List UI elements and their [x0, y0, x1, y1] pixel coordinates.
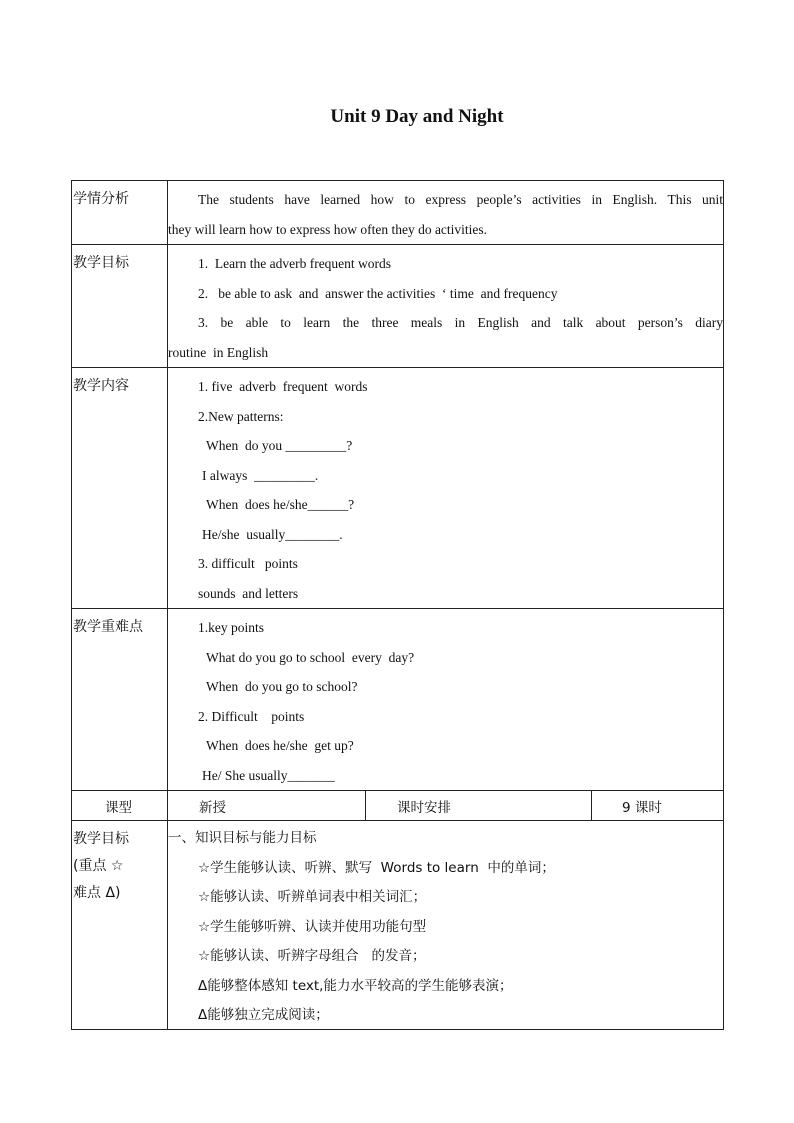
row-content	[72, 368, 724, 609]
keypoints-line-4: 2. Difficult points	[198, 708, 305, 724]
lesson-type-value: 新授	[168, 791, 366, 821]
content-line-4: I always _________.	[202, 467, 319, 483]
objectives-line-2: ☆学生能够认读、听辨、默写 Words to learn 中的单词；	[198, 859, 555, 876]
objectives-line-3: ☆能够认读、听辨单词表中相关词汇；	[198, 889, 427, 905]
goals-line-3: 3. be able to learn the three meals in English and talk about person’s diary	[198, 315, 724, 330]
analysis-line-2: they will learn how to express how often they do activities.	[168, 221, 488, 237]
objectives-label-3: 难点 Δ)	[73, 885, 121, 901]
goals-line-1: 1. Learn the adverb frequent words	[198, 256, 392, 271]
content-line-8: sounds and letters	[198, 585, 299, 601]
content-content	[168, 368, 724, 609]
content-line-6: He/she usually________.	[202, 526, 343, 542]
label-analysis: 学情分析	[72, 181, 168, 245]
row-objectives	[72, 821, 724, 1030]
content-objectives	[168, 821, 724, 1030]
objectives-line-7: Δ能够独立完成阅读；	[198, 1007, 329, 1023]
keypoints-line-3: When do you go to school?	[206, 679, 358, 694]
goals-line-4: routine in English	[168, 344, 269, 360]
content-line-2: 2.New patterns:	[198, 408, 284, 424]
lesson-hours-value: 9 课时	[592, 791, 724, 821]
content-line-5: When does he/she______?	[206, 497, 355, 512]
content-keypoints	[168, 609, 724, 791]
objectives-line-1: 一、知识目标与能力目标	[168, 830, 317, 846]
analysis-line-1: The students have learned how to express people’s activities in English. This unit	[198, 192, 724, 207]
keypoints-line-6: He/ She usually_______	[202, 767, 335, 783]
objectives-label-2: (重点 ☆	[73, 858, 124, 874]
goals-line-2: 2. be able to ask and answer the activities ‘ time and frequency	[198, 285, 558, 301]
keypoints-line-1: 1.key points	[198, 620, 264, 635]
label-goals: 教学目标	[72, 245, 168, 368]
row-lesson-info	[72, 791, 724, 821]
label-objectives	[72, 821, 168, 1030]
content-line-3: When do you _________?	[206, 438, 353, 453]
row-analysis	[72, 181, 724, 245]
objectives-line-4: ☆学生能够听辨、认读并使用功能句型	[198, 918, 427, 935]
content-goals	[168, 245, 724, 368]
label-content: 教学内容	[72, 368, 168, 609]
keypoints-line-5: When does he/she get up?	[206, 738, 354, 753]
lesson-hours-label: 课时安排	[366, 791, 592, 821]
page-title: Unit 9 Day and Night	[330, 106, 504, 127]
content-line-1: 1. five adverb frequent words	[198, 379, 368, 394]
label-keypoints: 教学重难点	[72, 609, 168, 791]
content-analysis	[168, 181, 724, 245]
objectives-line-5: ☆能够认读、听辨字母组合 的发音；	[198, 948, 426, 964]
content-line-7: 3. difficult points	[198, 556, 298, 571]
lesson-type-label: 课型	[72, 791, 168, 821]
lesson-plan-table	[71, 180, 724, 1030]
objectives-line-6: Δ能够整体感知 text,能力水平较高的学生能够表演；	[198, 977, 513, 994]
row-goals	[72, 245, 724, 368]
keypoints-line-2: What do you go to school every day?	[206, 649, 415, 665]
objectives-label-1: 教学目标	[73, 831, 129, 847]
row-keypoints	[72, 609, 724, 791]
